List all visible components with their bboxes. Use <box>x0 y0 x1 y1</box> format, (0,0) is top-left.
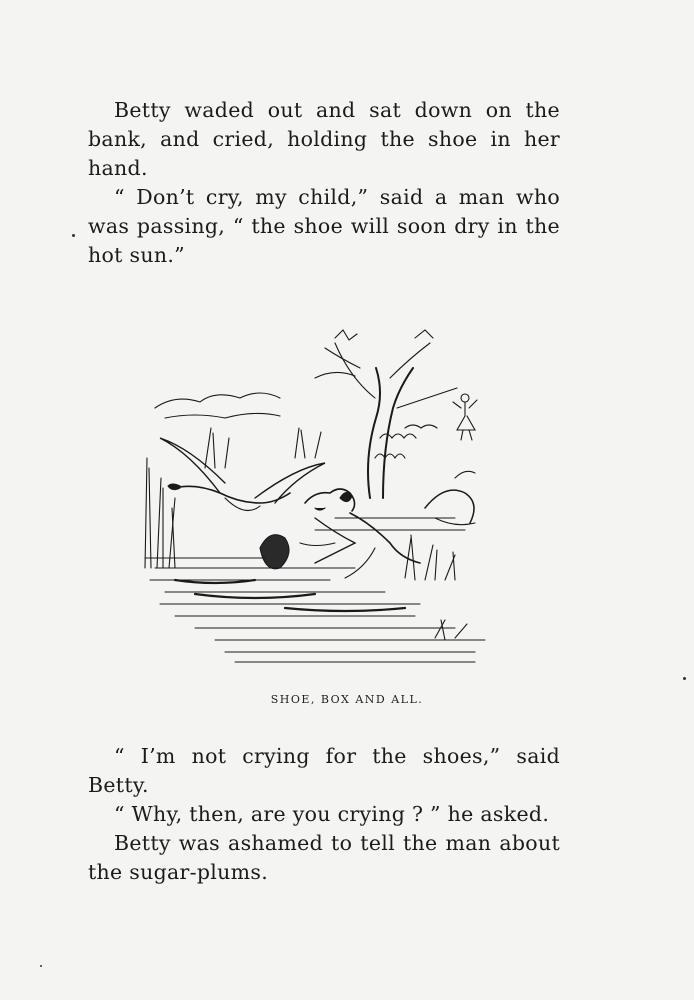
paragraph: Betty was ashamed to tell the man about the sugar-plums. <box>88 831 560 884</box>
paragraph: “ I’m not crying for the shoes,” said Betty. <box>88 744 560 797</box>
top-text-block <box>88 96 560 270</box>
ink-speck <box>40 965 42 967</box>
ink-speck <box>72 234 75 237</box>
illustration-caption: SHOE, BOX AND ALL. <box>270 693 424 706</box>
illustration-engraving <box>135 318 505 670</box>
paragraph: Betty waded out and sat down on the bank, and cried, holding the shoe in her hand. <box>88 98 560 180</box>
bottom-text-block <box>88 742 560 887</box>
ink-speck <box>683 677 686 680</box>
paragraph: “ Why, then, are you crying ? ” he asked. <box>114 802 550 826</box>
paragraph: “ Don’t cry, my child,” said a man who was passing, “ the shoe will soon dry in the hot sun.” <box>88 185 560 267</box>
